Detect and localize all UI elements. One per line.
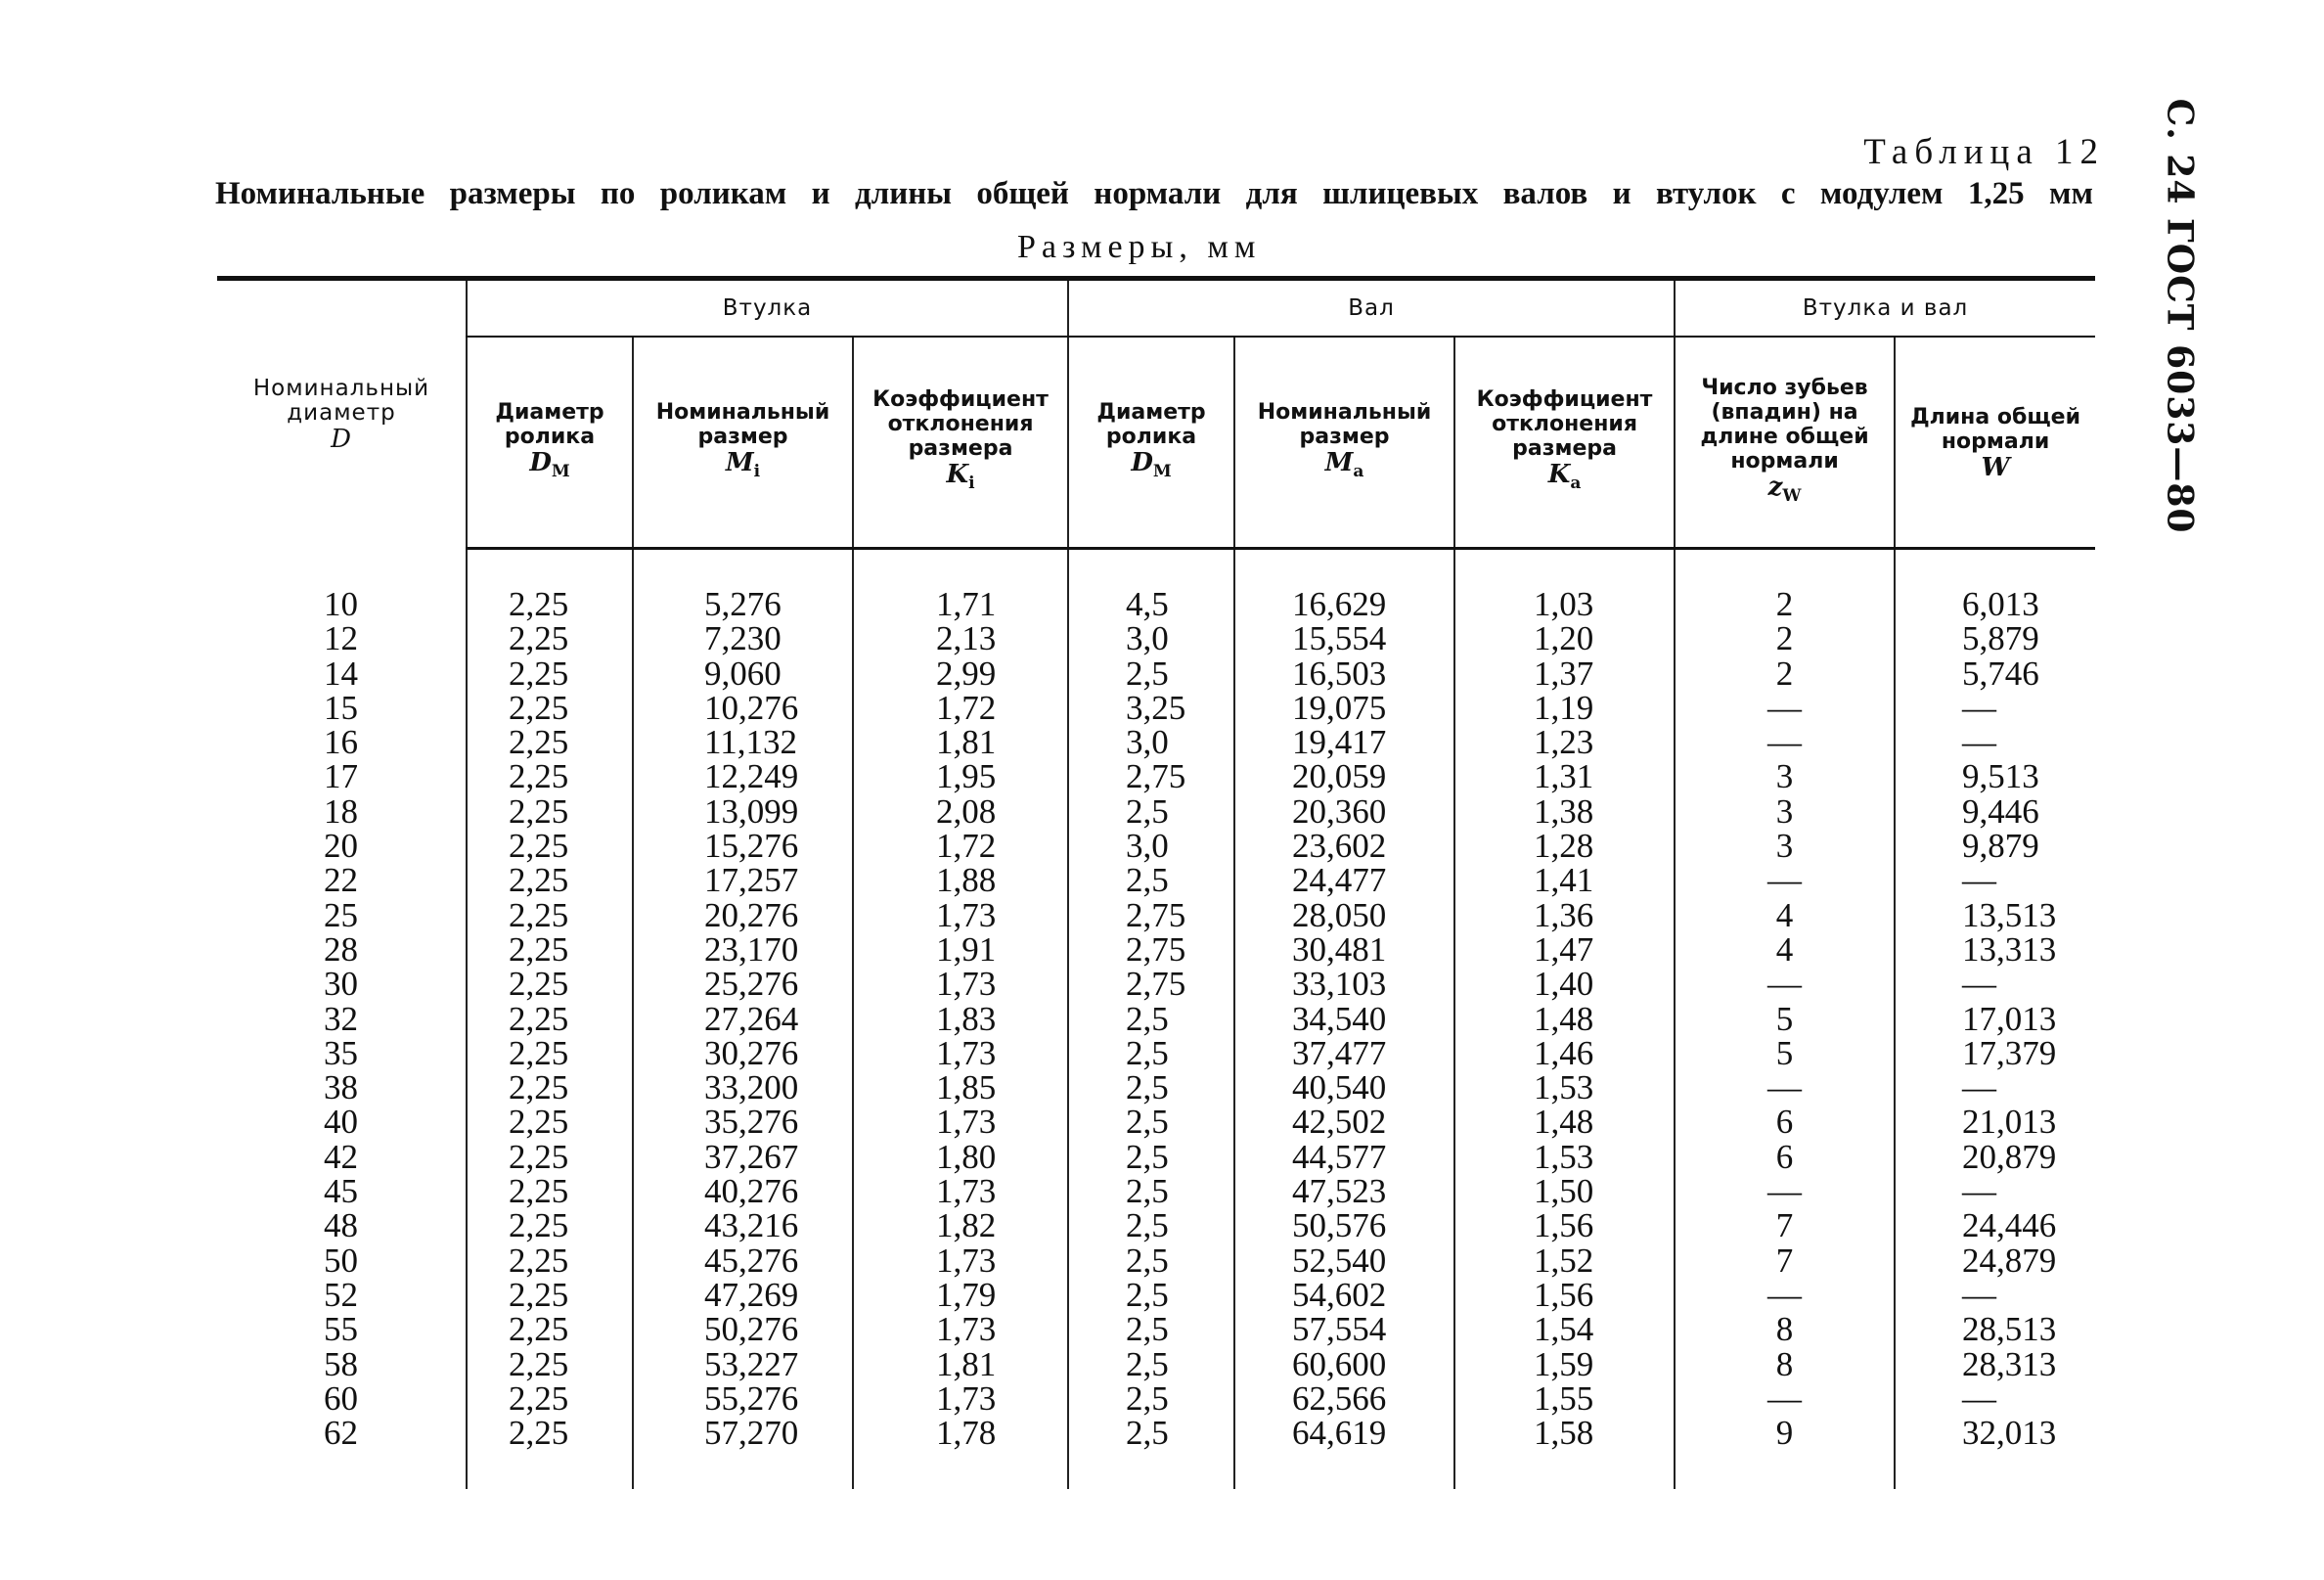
table-cell: 9,060: [633, 656, 853, 691]
table-cell: 1,36: [1454, 898, 1675, 932]
header-nominal-diameter: Номинальный диаметр D: [217, 279, 467, 549]
table-cell: 2: [1675, 656, 1895, 691]
table-cell: 1,19: [1454, 691, 1675, 725]
table-cell: 62,566: [1234, 1381, 1454, 1416]
table-cell: 40: [324, 1103, 358, 1142]
table-cell: 58: [324, 1344, 358, 1383]
table-cell: 62: [324, 1414, 358, 1453]
table-cell: 1,72: [853, 691, 1068, 725]
side-header: С. 24 ГОСТ 6033—80: [2159, 98, 2200, 534]
table-cell: 2,25: [467, 759, 633, 793]
header-hub-deviation-coef: Коэффициент отклонения размера $K_i$: [853, 337, 1068, 549]
table-row: [217, 898, 2095, 932]
table-cell: 1,20: [1454, 621, 1675, 655]
table-cell: 1,73: [853, 1174, 1068, 1208]
table-cell: —: [1895, 725, 2095, 759]
table-row: [217, 1002, 2095, 1036]
table-cell: 2,25: [467, 967, 633, 1001]
table-cell: 50,276: [633, 1312, 853, 1346]
table-row: [217, 1278, 2095, 1312]
table-cell: 35,276: [633, 1105, 853, 1139]
table-cell: —: [1895, 967, 2095, 1001]
table-cell: 2,25: [467, 829, 633, 863]
group-header-row: [217, 279, 2095, 338]
table-cell: 20,276: [633, 898, 853, 932]
table-cell: 2,5: [1068, 1347, 1234, 1381]
table-cell: 1,71: [853, 587, 1068, 621]
table-cell: 2,25: [467, 932, 633, 967]
table-cell: 2,25: [467, 1208, 633, 1242]
table-cell: 1,48: [1454, 1105, 1675, 1139]
table-cell: 2,5: [1068, 1036, 1234, 1070]
table-cell: 5,879: [1895, 621, 2095, 655]
table-cell: 2,5: [1068, 1381, 1234, 1416]
table-cell: 21,013: [1895, 1105, 2095, 1139]
table-cell: 9,446: [1895, 794, 2095, 829]
table-cell: 1,53: [1454, 1070, 1675, 1105]
table-cell: 28,313: [1895, 1347, 2095, 1381]
table-row: [217, 587, 2095, 621]
table-cell: 1,56: [1454, 1278, 1675, 1312]
table-row: [217, 794, 2095, 829]
table-cell: 4: [1675, 898, 1895, 932]
table-row: [217, 691, 2095, 725]
group-header-hub-and-shaft: Втулка и вал: [1675, 279, 2095, 338]
table-cell: 2,25: [467, 1140, 633, 1174]
table-cell: 40,540: [1234, 1070, 1454, 1105]
table-cell: 2,25: [467, 1381, 633, 1416]
table-cell: 2,75: [1068, 759, 1234, 793]
table-cell: 45: [324, 1172, 358, 1211]
table-cell: 1,40: [1454, 967, 1675, 1001]
table-cell: 30: [324, 965, 358, 1004]
table-cell: 28,513: [1895, 1312, 2095, 1346]
table-row: [217, 1312, 2095, 1346]
table-cell: 1,38: [1454, 794, 1675, 829]
table-cell: 25,276: [633, 967, 853, 1001]
table-cell: 2,75: [1068, 932, 1234, 967]
table-cell: 20,360: [1234, 794, 1454, 829]
table-cell: 45,276: [633, 1243, 853, 1278]
table-cell: 1,73: [853, 1312, 1068, 1346]
table-cell: —: [1675, 1174, 1895, 1208]
table-cell: 1,73: [853, 1105, 1068, 1139]
table-cell: 4: [1675, 932, 1895, 967]
table-cell: 2,5: [1068, 1105, 1234, 1139]
table-row: [217, 1208, 2095, 1242]
table-cell: —: [1895, 863, 2095, 897]
table-cell: 2,25: [467, 863, 633, 897]
table-cell: 13,513: [1895, 898, 2095, 932]
table-cell: 7: [1675, 1243, 1895, 1278]
table-cell: 2,5: [1068, 1002, 1234, 1036]
table-cell: —: [1895, 1070, 2095, 1105]
table-cell: 1,72: [853, 829, 1068, 863]
table-cell: 1,52: [1454, 1243, 1675, 1278]
table-cell: 6,013: [1895, 587, 2095, 621]
table-cell: 1,59: [1454, 1347, 1675, 1381]
table-cell: 16,503: [1234, 656, 1454, 691]
table-cell: 52,540: [1234, 1243, 1454, 1278]
table-cell: 5: [1675, 1002, 1895, 1036]
table-cell: 1,31: [1454, 759, 1675, 793]
table-cell: —: [1675, 691, 1895, 725]
table-row: [217, 967, 2095, 1001]
table-cell: 3,25: [1068, 691, 1234, 725]
table-cell: 8: [1675, 1347, 1895, 1381]
table-cell: 30,276: [633, 1036, 853, 1070]
table-row: [217, 725, 2095, 759]
table-cell: 11,132: [633, 725, 853, 759]
table-cell: 15,554: [1234, 621, 1454, 655]
table-cell: 2,5: [1068, 1278, 1234, 1312]
table-row: [217, 1416, 2095, 1489]
table-cell: 1,73: [853, 967, 1068, 1001]
table-cell: 2,25: [467, 691, 633, 725]
table-cell: 12,249: [633, 759, 853, 793]
table-row: [217, 1140, 2095, 1174]
table-cell: 1,82: [853, 1208, 1068, 1242]
header-normal-length: Длина общей нормали W: [1895, 337, 2095, 549]
table-cell: 38: [324, 1068, 358, 1107]
table-cell: 23,170: [633, 932, 853, 967]
table-cell: 13,099: [633, 794, 853, 829]
table-cell: 16: [324, 723, 358, 762]
table-cell: 43,216: [633, 1208, 853, 1242]
table-row: [217, 656, 2095, 691]
table-cell: 2,5: [1068, 1416, 1234, 1489]
table-cell: 5: [1675, 1036, 1895, 1070]
table-cell: 1,85: [853, 1070, 1068, 1105]
table-cell: 1,80: [853, 1140, 1068, 1174]
header-hub-roller-diameter: Диаметр ролика $D_М$: [467, 337, 633, 549]
table-cell: 55,276: [633, 1381, 853, 1416]
spacer-row: [217, 549, 2095, 588]
table-cell: 6: [1675, 1105, 1895, 1139]
table-cell: 2,5: [1068, 1070, 1234, 1105]
table-row: [217, 863, 2095, 897]
table-cell: 1,47: [1454, 932, 1675, 967]
table-cell: 22: [324, 861, 358, 900]
table-row: [217, 1174, 2095, 1208]
table-cell: 15: [324, 688, 358, 727]
table-cell: 17,379: [1895, 1036, 2095, 1070]
table-cell: 16,629: [1234, 587, 1454, 621]
table-cell: 18: [324, 791, 358, 831]
table-cell: 1,58: [1454, 1416, 1675, 1489]
table-cell: 2,25: [467, 725, 633, 759]
header-shaft-roller-diameter: Диаметр ролика $D_М$: [1068, 337, 1234, 549]
table-cell: 50: [324, 1241, 358, 1280]
table-cell: 12: [324, 619, 358, 658]
table-cell: 7: [1675, 1208, 1895, 1242]
table-cell: 20,059: [1234, 759, 1454, 793]
table-cell: 2,25: [467, 1347, 633, 1381]
table-cell: 2,5: [1068, 1140, 1234, 1174]
table-cell: 3,0: [1068, 725, 1234, 759]
table-cell: 20: [324, 827, 358, 866]
table-cell: 52: [324, 1275, 358, 1314]
table-cell: 2,25: [467, 1002, 633, 1036]
table-cell: 1,50: [1454, 1174, 1675, 1208]
table-cell: 2,25: [467, 1105, 633, 1139]
table-cell: 2,08: [853, 794, 1068, 829]
table-cell: 50,576: [1234, 1208, 1454, 1242]
table-cell: 2,13: [853, 621, 1068, 655]
table-cell: 2,75: [1068, 898, 1234, 932]
table-cell: 32,013: [1895, 1416, 2095, 1489]
table-cell: 1,88: [853, 863, 1068, 897]
table-cell: 1,79: [853, 1278, 1068, 1312]
table-body: [217, 549, 2095, 1490]
table-cell: 3,0: [1068, 621, 1234, 655]
table-cell: 33,200: [633, 1070, 853, 1105]
table-cell: 28,050: [1234, 898, 1454, 932]
table-cell: 1,73: [853, 898, 1068, 932]
table-cell: 19,417: [1234, 725, 1454, 759]
table-cell: 44,577: [1234, 1140, 1454, 1174]
table-cell: 2,25: [467, 656, 633, 691]
table-cell: 1,28: [1454, 829, 1675, 863]
group-header-hub: Втулка: [467, 279, 1068, 338]
table-cell: 2,25: [467, 1174, 633, 1208]
table-cell: 2,25: [467, 794, 633, 829]
table-cell: 1,56: [1454, 1208, 1675, 1242]
header-teeth-count: Число зубьев (впадин) на длине общей нормали $z_W$: [1675, 337, 1895, 549]
table-cell: 1,91: [853, 932, 1068, 967]
table-cell: 2,25: [467, 1070, 633, 1105]
table-cell: 15,276: [633, 829, 853, 863]
table-cell: 35: [324, 1033, 358, 1072]
table-cell: 24,477: [1234, 863, 1454, 897]
table-cell: 1,48: [1454, 1002, 1675, 1036]
group-header-shaft: Вал: [1068, 279, 1675, 338]
table-cell: 24,879: [1895, 1243, 2095, 1278]
header-hub-nominal-size: Номинальный размер $M_i$: [633, 337, 853, 549]
table-row: [217, 621, 2095, 655]
header-shaft-nominal-size: Номинальный размер $M_a$: [1234, 337, 1454, 549]
table-row: [217, 1036, 2095, 1070]
table-cell: 4,5: [1068, 587, 1234, 621]
table-cell: 2,5: [1068, 1208, 1234, 1242]
table-cell: 2,25: [467, 898, 633, 932]
table-cell: 1,78: [853, 1416, 1068, 1489]
table-cell: 32: [324, 999, 358, 1038]
table-cell: 47,523: [1234, 1174, 1454, 1208]
table-cell: 57,270: [633, 1416, 853, 1489]
table-cell: 1,95: [853, 759, 1068, 793]
table-cell: 2,25: [467, 1243, 633, 1278]
table-cell: 2,25: [467, 1036, 633, 1070]
table-row: [217, 1243, 2095, 1278]
table-cell: 53,227: [633, 1347, 853, 1381]
table-cell: 37,267: [633, 1140, 853, 1174]
table-cell: 7,230: [633, 621, 853, 655]
table-cell: 64,619: [1234, 1416, 1454, 1489]
table-cell: 8: [1675, 1312, 1895, 1346]
table-cell: 1,53: [1454, 1140, 1675, 1174]
table-cell: 5,746: [1895, 656, 2095, 691]
table-cell: 1,23: [1454, 725, 1675, 759]
table-cell: 2,25: [467, 587, 633, 621]
table-cell: 57,554: [1234, 1312, 1454, 1346]
table-cell: 1,81: [853, 1347, 1068, 1381]
table-cell: —: [1675, 1278, 1895, 1312]
table-cell: 2,5: [1068, 1174, 1234, 1208]
table-cell: 42,502: [1234, 1105, 1454, 1139]
table-cell: 2,25: [467, 1278, 633, 1312]
table-row: [217, 1347, 2095, 1381]
table-cell: 23,602: [1234, 829, 1454, 863]
table-cell: 2: [1675, 587, 1895, 621]
table-cell: 33,103: [1234, 967, 1454, 1001]
table-cell: 1,81: [853, 725, 1068, 759]
table-cell: —: [1675, 1381, 1895, 1416]
table-cell: 47,269: [633, 1278, 853, 1312]
table-cell: 10,276: [633, 691, 853, 725]
header-shaft-deviation-coef: Коэффициент отклонения размера $K_a$: [1454, 337, 1675, 549]
table-cell: 3: [1675, 829, 1895, 863]
table-cell: 3: [1675, 794, 1895, 829]
table-cell: —: [1895, 1278, 2095, 1312]
table-cell: —: [1675, 967, 1895, 1001]
table-cell: 40,276: [633, 1174, 853, 1208]
table-cell: 2,5: [1068, 794, 1234, 829]
table-cell: —: [1675, 725, 1895, 759]
table-cell: 20,879: [1895, 1140, 2095, 1174]
table-cell: 1,54: [1454, 1312, 1675, 1346]
table-cell: —: [1895, 691, 2095, 725]
table-cell: 1,03: [1454, 587, 1675, 621]
table-cell: 13,313: [1895, 932, 2095, 967]
table-cell: 1,41: [1454, 863, 1675, 897]
table-cell: 6: [1675, 1140, 1895, 1174]
table-cell: 2,5: [1068, 656, 1234, 691]
table-cell: 24,446: [1895, 1208, 2095, 1242]
table-cell: 17,257: [633, 863, 853, 897]
table-cell: 60: [324, 1378, 358, 1418]
table-cell: 60,600: [1234, 1347, 1454, 1381]
table-cell: 37,477: [1234, 1036, 1454, 1070]
table-cell: 2,75: [1068, 967, 1234, 1001]
table-cell: 2,25: [467, 1312, 633, 1346]
table-row: [217, 829, 2095, 863]
table-cell: 30,481: [1234, 932, 1454, 967]
table-cell: 5,276: [633, 587, 853, 621]
table-cell: 42: [324, 1137, 358, 1176]
table-cell: 1,73: [853, 1381, 1068, 1416]
table-cell: 1,37: [1454, 656, 1675, 691]
column-header-row: [217, 337, 2095, 549]
table-cell: —: [1895, 1381, 2095, 1416]
table-cell: 1,73: [853, 1243, 1068, 1278]
table-row: [217, 1070, 2095, 1105]
table-row: [217, 932, 2095, 967]
table-cell: 48: [324, 1206, 358, 1245]
table-cell: 34,540: [1234, 1002, 1454, 1036]
table-cell: 10: [324, 585, 358, 623]
table-cell: 9,879: [1895, 829, 2095, 863]
table-cell: 2,25: [467, 621, 633, 655]
table-label: Таблица 12: [1863, 132, 2105, 172]
table-cell: 55: [324, 1310, 358, 1349]
table-row: [217, 1381, 2095, 1416]
table-cell: 2: [1675, 621, 1895, 655]
table-cell: 3,0: [1068, 829, 1234, 863]
table-title: Номинальные размеры по роликам и длины общей нормали для шлицевых валов и втулок с модулем 1,25 мм: [215, 176, 2093, 211]
table-cell: 28: [324, 929, 358, 969]
table-cell: —: [1675, 863, 1895, 897]
table-row: [217, 1105, 2095, 1139]
table-cell: 2,99: [853, 656, 1068, 691]
table-cell: 2,25: [467, 1416, 633, 1489]
table-cell: 27,264: [633, 1002, 853, 1036]
dimensions-table: [217, 276, 2095, 1489]
table-cell: 17: [324, 757, 358, 796]
table-cell: —: [1895, 1174, 2095, 1208]
table-cell: 2,5: [1068, 1243, 1234, 1278]
table-cell: 1,83: [853, 1002, 1068, 1036]
table-cell: 19,075: [1234, 691, 1454, 725]
table-cell: 14: [324, 654, 358, 693]
table-cell: 54,602: [1234, 1278, 1454, 1312]
table-cell: 17,013: [1895, 1002, 2095, 1036]
table-cell: —: [1675, 1070, 1895, 1105]
table-cell: 9: [1675, 1416, 1895, 1489]
table-cell: 1,73: [853, 1036, 1068, 1070]
table-cell: 3: [1675, 759, 1895, 793]
table-cell: 9,513: [1895, 759, 2095, 793]
table-cell: 2,5: [1068, 863, 1234, 897]
table-cell: 25: [324, 895, 358, 934]
table-cell: 2,5: [1068, 1312, 1234, 1346]
table-cell: 1,46: [1454, 1036, 1675, 1070]
table-row: [217, 759, 2095, 793]
units-caption: Размеры, мм: [1017, 229, 1262, 265]
table-cell: 1,55: [1454, 1381, 1675, 1416]
